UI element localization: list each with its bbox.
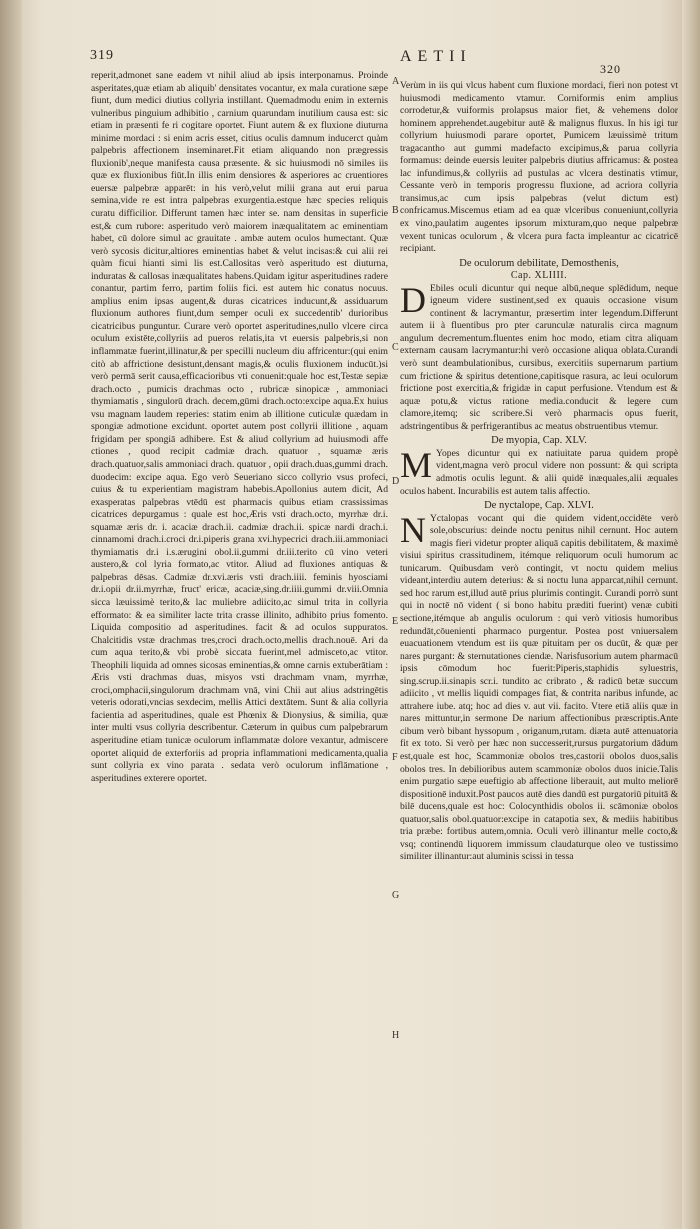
margin-marker-d: D: [392, 476, 400, 487]
paragraph-debility-text: Ebiles oculi dicuntur qui neque albū,neque splēdidum, neque igneum videre sustinent,sed ex quauis occasione visum continent & lacrymantur, præsertim inter legendum.Differunt autem ii à fluentibus pro pter carunculæ naturalis circa magnum angulum decrementum.fluentes enim hoc modo, etiam citra aliquam externam causam lacrymantur:hi verò occasione aliqua oblata.Curandi verò sunt deambulationibus, cursibus, exercitiis supernarum partium cum frictione & spiritus detentione,capitisque rasura, ac leui oculorum frictione post exercitia,& frigidæ in caput perfusione. Vtendum est & aquæ potu,& victus ratione media.conducit & legere cum clamore,itemq; sic scribere.Si verò pharmacis opus fuerit, adstringentibus & perfrigerantibus ac meatus obstruentibus vtemur.: [400, 282, 678, 432]
margin-marker-b: B: [392, 205, 399, 216]
chapter-number-44: Cap. XLIIII.: [510, 270, 568, 282]
margin-marker-g: G: [392, 890, 400, 901]
paragraph-nyctalope-text: Yctalopas vocant qui die quidem vident,occidēte verò sole,obscurius: deinde noctu penitus nihil cernunt. Hoc autem magis fieri videtur propter aliquā capitis debilitatem, & maximè visiui spiritus crassitudinem, itémque reliquorum oculi humorum ac tunicarum. Quibusdam verò contingit, vt noctu quidem melius videant,interdiu autem deterius: & si noctu luna apparcat,nihil cernunt. sed hoc rarum est,illud autē prius plurimis contingit. Curandi porrò sunt qui in noctē nō vident ( si bono habitu præditi fuerint) venæ cubiti sectione,itémque ab angulis oculorum : qui verò vitiosis humoribus redundāt,cōuenienti pharmaco purgentur. Postea post vniuersalem euacuationem vtendum est iis quæ pituitam per os ducūt, & quæ per nares purgant: & sternutationes ciendæ. Narisfusorium autem pharmacū ipsis cōmodum hoc fuerit:Piperis,staphidis syluestris, sing.scrup.ii.sinapis scr.i. tundito ac cribrato , & radicū betæ succum adiicito , vt mellis liquidi compages fiat, & contrita naribus infunde, ac attrahere iube. atq; hoc ad dies v. aut vii. facito. Vtere etiā aliis quæ in nares mittuntur,in sermone De narium affectionibus præscriptis.Ante cibum verò bibant hyssopum , origanum,rutam. diæta autē attenuatoria fit ex toto. Si verò per hæc non successerit,rursus purgatorium dādum est,quale est hoc, Scammoniæ obolos tres,castorii obolos duos,salis obolos tres. In debilioribus autem scammoniæ obolos duos inicie.Talis enim purgatio sæpe eueftigio ab affectione liberauit, aut multo meliorē dispositionē induxit.Post paucos autē dies dandū est purgatoriū pituitā & bilē ducens,quale est hoc: Colocynthidis obolos ii. scāmoniæ obolos quatuor,salis obol.quatuor:excipe in catapotia sex, & mediis habitibus tria præbe: fortibus autem,omnia. Oculi verò illinantur melle cocto,& vsq; continendū liquorem immissum claudaturque oleo ve tustissimo similiter illinantur:aut aluminis scissi in tessa: [400, 512, 679, 863]
section-heading-debility: De oculorum debilitate, Demosthenis,: [459, 257, 619, 269]
page-edge: [682, 0, 700, 1229]
drop-cap-n: N: [400, 509, 426, 550]
margin-marker-f: F: [392, 752, 398, 763]
section-heading-nyctalope: De nyctalope, Cap. XLVI.: [484, 500, 594, 512]
paragraph-myopia-text: Yopes dicuntur qui ex natiuitate parua quidem propè vident,magna verò procul videre non possunt: & qui scripta admotis oculis legunt. & alii quidē inæquales,alii æquales oculos habent. Incurabilis est autem talis affectio.: [400, 447, 678, 497]
section-heading-myopia: De myopia, Cap. XLV.: [491, 435, 587, 447]
page-number-right: 320: [600, 62, 621, 76]
margin-marker-h: H: [392, 1030, 400, 1041]
drop-cap-d: D: [400, 279, 426, 320]
margin-marker-e: E: [392, 616, 399, 627]
paragraph-myopia: [400, 444, 678, 498]
left-column: [91, 70, 388, 785]
margin-marker-c: C: [392, 342, 399, 353]
page-number-left: 319: [90, 48, 114, 63]
left-column-text: reperit,admonet sane eadem vt nihil aliud ab ipsis interponamus. Proinde asperitates,quæ etiam ab aliquib' densitates vocantur, ex mala curatione sæpe fiunt, dum medici diutius collyria instillant. Quemadmodu enim in externis vulneribus pinguium adhibitio , carnium quarundam inutilium causa est: sic etiam in præsenti fe ri cogitare oportet. Fiunt autem & ex fluxione diuturna minime mordaci : si enim acris esset, citius oculis damnum inducerct quàm palpebris affectionem inseminaret.Fit etiam aliquando non prægressis fluxionib',neque manifesta causa præsente. & sic huiusmodi nō similes iis quæ ex fluxionibus fiūt.In illis enim densiores & asperiores ac cruentiores euersæ palpebræ apparēt: in his verò,velut milii grana aut erui parua semina,vide re est intra palpebras exurgentia.estque hæc species reliquis curatu difficilior. Differunt tamen hæc inter se. nam densitas in superficie est,& cum rubore: asperitudo verò maiorem inæqualitatem ac eminentiam habet, cū dolore simul ac grauitate . ambæ autem oculos humectant. Quæ verò sycosis dicitur,altiores eminentias habet & velut incisas:& cui alii rei quàm ficui hianti simi lis est.Callositas verò asperitudo est diuturna, induratas & callosas inæqualitates habens.Quidam igitur asperitudines radere conantur, partim ferro, partim foliis fici. est autem hic conatus nocuus. amplius enim ipsas augent,& duras cicatrices inducunt,& assiduarum fluxionum authores fiunt,dum semper oculi ex succedentib' durioribus cicatricibus punguntur. Curare verò oportet asperitudines,nullo vlcere circa oculum existēte,collyriis ad pueros relatis,ita vt euersis palpebris,si non inflammatæ fuerint,illinatur,& per specilli nucleum diu affricentur:(qui enim citò ab affrictione desistunt,densant magis,& oculis fluxionem inducūt.)si verò permā serit causa,efficacioribus vti conuenit:quale hoc est,Testæ sepiæ drach.octo , pumicis drachmas octo , rubricæ sinopicæ , ammoniaci thymiamatis , singulorū drach. decem,gūmi drach.octo:excipe aqua.Ex huius vsu magnam laudem reperies: statim enim ab illitione cuticulæ quædam in spongiæ admotione excidunt. oportet autem post collyrii illitione , aquam frigidam per spongiā adhibere. Est & aliud collyrium ad huiusmodi affe ctiones , quod recipit cadmiæ drach. quatuor , squamæ æris drach.quatuor,salis ammoniaci drach. quatuor , opii drach.duas,gummi drach. duodecim: excipe aqua. Ego verò Seueriano sicco collyrio vsus profeci, cuius & tu experientiam magistram habebis.Apollonius autem dicit, Ad exasperatas palpebras vtēdū est pharmacis quibus etiam crassissimas cicatrices depurgamus : quale est hoc,Æris vsti drach.octo, myrrhæ dr.i. squamæ æris dr. i. acaciæ drach.ii. cadmiæ drach.ii. spicæ nardi drach.i. cinnamomi drach.i.croci dr.i.piperis grana xvi.hypecrici drach.iii.ammoniaci thymiamatis dr.i i.s.ærugini obol.ii.gummi dr.iii.terito cū vino veteri austero,& col lyria formato,ac vtitor. Aliud ad fluxiones antiquas & palpebras dēsas. Cadmiæ dr.xvi.æris vsti drach.iiii. feminis hyosciami dr.i.opii dr.ii.myrrhæ, fruct' ericæ, acaciæ,sing.dr.iiii.gummi dr.viii.Omnia sicca læuissimè terito,& lac muliebre adiicito,ac simul trita in collyria efformato: & ea similiter lacte trita crasse illinito, adhibito prius fomento. Liquida compositio ad asperitudines. facit & ad oculos suppuratos. Chalcitidis vstæ drachmas tres,croci drach.octo,mellis drach.nouē. Ari da cum aqua terito,& vbi probè siccata fuerint,mel admisceto,ac vtitor. Theophili liquida ad omnes sicosas eminentias,& omne carnis extuberātiam : Æris vsti drachmas duas, misyos vsti drachmam vnam, myrrhæ, croci,omphacii,singulorum drachmam vnā, vini Chii aut alius adstringētis veteris odorati,vncias sexdecim, mellis Attici dextātem. Sunt & alia collyria facientia ad asperitudines, quale est Phœnix & Dionysius, & similia, quæ inter multi vsus collyria describentur. Cæterum in quibus cum palpebrarum asperitudine etiam tunicæ oculorum inflammatæ dolore vexantur, admiscere oportet aliquid de exterforiis ad propria inflammationi medicamenta,qualia sunt collyria ex vino parata . sedata verò oculorum inflāmatione , asperitudines exterere oportet.: [91, 70, 388, 784]
drop-cap-m: M: [400, 444, 433, 485]
paragraph-debility: [400, 279, 678, 434]
gutter-shadow: [0, 0, 22, 1229]
paragraph-ulcers: Verùm in iis qui vlcus habent cum fluxione mordaci, fieri non potest vt huiusmodi medicamento vtamur. Corniformis enim amplius corrodetur,& vuiformis prolapsus maior fiet, & vehemens dolor hominem apprehendet.augebitur autē & malignus fluxus. In his igi tur collyrium huiusmodi parare oportet, Pumicem læuissimè tritum tragacantho aut gummi madefacto excipimus,& parua collyria formamus: deinde euersis leuiter palpebris diutius affricamus: & postea lac infundimus,& collyriis ad pustulas ac vlcera destinatis vtimur, Cessante verò in temporis progressu fluxione, ad acriora collyria transimus,ac cum ipsis palpebras (velut dictum est) confricamus.Miscemus etiam ad ea quæ vlceribus conueniunt,collyria ex vino,paulatim augentes ipsorum mixturam,quo neque palpebræ vexent tunicas oculorum , & vlcera pura facta impleantur ac cicatricē recipiant.: [400, 80, 678, 255]
margin-marker-a: A: [392, 76, 400, 87]
right-column: [400, 80, 678, 864]
running-title: AETII: [400, 48, 472, 65]
paragraph-nyctalope: [400, 509, 679, 864]
